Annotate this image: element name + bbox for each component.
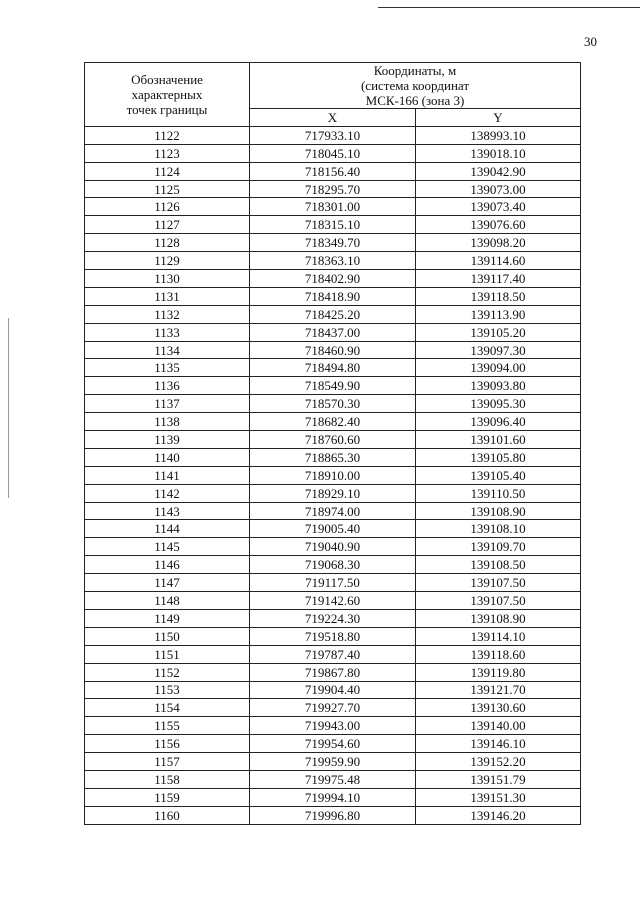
table-row [85,180,581,198]
table-row [85,753,581,771]
x-value-cell: 719224.30 [250,609,416,627]
point-id-cell: 1123 [85,144,250,162]
point-id-cell: 1159 [85,788,250,806]
point-id-cell: 1122 [85,126,250,144]
y-value-cell: 139105.20 [416,323,581,341]
top-rule [378,7,640,8]
x-value-cell: 718363.10 [250,252,416,270]
y-value-cell: 139108.10 [416,520,581,538]
table-row [85,234,581,252]
x-value-cell: 718315.10 [250,216,416,234]
point-id-cell: 1139 [85,431,250,449]
x-value-cell: 718494.80 [250,359,416,377]
y-value-cell: 139110.50 [416,484,581,502]
table-row [85,592,581,610]
y-value-cell: 139117.40 [416,270,581,288]
table-row [85,359,581,377]
point-id-cell: 1158 [85,770,250,788]
y-value-cell: 139073.40 [416,198,581,216]
x-value-cell: 718437.00 [250,323,416,341]
table-row [85,287,581,305]
point-id-cell: 1133 [85,323,250,341]
table-row [85,126,581,144]
y-value-cell: 139118.60 [416,645,581,663]
table-row [85,806,581,824]
table-row [85,520,581,538]
y-value-cell: 139095.30 [416,395,581,413]
table-row [85,538,581,556]
point-id-cell: 1154 [85,699,250,717]
table-row [85,717,581,735]
y-value-cell: 139107.50 [416,592,581,610]
x-value-cell: 719904.40 [250,681,416,699]
x-value-cell: 719117.50 [250,574,416,592]
x-value-cell: 719975.48 [250,770,416,788]
x-value-cell: 718045.10 [250,144,416,162]
x-value-cell: 718295.70 [250,180,416,198]
point-id-cell: 1145 [85,538,250,556]
x-value-cell: 718549.90 [250,377,416,395]
y-value-cell: 139105.80 [416,448,581,466]
x-value-cell: 718865.30 [250,448,416,466]
table-row [85,735,581,753]
table-row [85,556,581,574]
y-value-cell: 139151.30 [416,788,581,806]
table-row [85,323,581,341]
table-row [85,645,581,663]
table-row [85,699,581,717]
x-value-cell: 719943.00 [250,717,416,735]
page-number: 30 [584,34,597,49]
table-row [85,431,581,449]
point-id-cell: 1153 [85,681,250,699]
table-row [85,252,581,270]
table-body [85,126,581,824]
y-value-cell: 139018.10 [416,144,581,162]
x-value-cell: 719518.80 [250,627,416,645]
point-id-cell: 1125 [85,180,250,198]
x-value-cell: 719994.10 [250,788,416,806]
y-value-cell: 139109.70 [416,538,581,556]
point-id-cell: 1124 [85,162,250,180]
point-label-header: Обозначение характерных точек границы [85,63,250,127]
point-id-cell: 1129 [85,252,250,270]
table-row [85,270,581,288]
point-id-cell: 1149 [85,609,250,627]
y-value-cell: 139108.90 [416,609,581,627]
table-row [85,377,581,395]
point-id-cell: 1132 [85,305,250,323]
y-value-cell: 139146.20 [416,806,581,824]
table-row [85,413,581,431]
x-value-cell: 718929.10 [250,484,416,502]
y-value-cell: 138993.10 [416,126,581,144]
y-value-cell: 139096.40 [416,413,581,431]
table-row [85,770,581,788]
point-id-cell: 1138 [85,413,250,431]
y-value-cell: 139108.50 [416,556,581,574]
y-value-cell: 139121.70 [416,681,581,699]
y-value-cell: 139042.90 [416,162,581,180]
y-value-cell: 139114.60 [416,252,581,270]
x-value-cell: 719927.70 [250,699,416,717]
point-id-cell: 1150 [85,627,250,645]
table-row [85,448,581,466]
point-id-cell: 1128 [85,234,250,252]
y-value-cell: 139076.60 [416,216,581,234]
table-row [85,663,581,681]
table-row [85,216,581,234]
y-value-cell: 139113.90 [416,305,581,323]
y-value-cell: 139119.80 [416,663,581,681]
x-value-cell: 718974.00 [250,502,416,520]
y-value-cell: 139140.00 [416,717,581,735]
table-row [85,502,581,520]
point-id-cell: 1151 [85,645,250,663]
table-row [85,681,581,699]
y-value-cell: 139152.20 [416,753,581,771]
x-value-cell: 718402.90 [250,270,416,288]
scan-mark [8,318,9,498]
coordinates-table [84,62,581,825]
table-row [85,627,581,645]
table-row [85,466,581,484]
x-value-cell: 718349.70 [250,234,416,252]
y-value-cell: 139093.80 [416,377,581,395]
table-row [85,341,581,359]
table-row [85,144,581,162]
point-id-cell: 1144 [85,520,250,538]
y-value-cell: 139105.40 [416,466,581,484]
point-id-cell: 1146 [85,556,250,574]
coordinates-header: Координаты, м (система координат МСК-166 (зона 3) [250,63,581,109]
table-row [85,305,581,323]
x-column-header: X [250,109,416,127]
table-row [85,574,581,592]
point-id-cell: 1130 [85,270,250,288]
x-value-cell: 719142.60 [250,592,416,610]
point-id-cell: 1160 [85,806,250,824]
x-value-cell: 719005.40 [250,520,416,538]
y-value-cell: 139118.50 [416,287,581,305]
point-id-cell: 1148 [85,592,250,610]
y-value-cell: 139114.10 [416,627,581,645]
table-row [85,788,581,806]
y-value-cell: 139094.00 [416,359,581,377]
point-id-cell: 1155 [85,717,250,735]
y-value-cell: 139107.50 [416,574,581,592]
point-id-cell: 1156 [85,735,250,753]
y-column-header: Y [416,109,581,127]
point-id-cell: 1157 [85,753,250,771]
point-id-cell: 1137 [85,395,250,413]
point-id-cell: 1142 [85,484,250,502]
x-value-cell: 719959.90 [250,753,416,771]
x-value-cell: 718910.00 [250,466,416,484]
x-value-cell: 719787.40 [250,645,416,663]
x-value-cell: 718301.00 [250,198,416,216]
x-value-cell: 718570.30 [250,395,416,413]
y-value-cell: 139151.79 [416,770,581,788]
point-id-cell: 1131 [85,287,250,305]
table-row [85,198,581,216]
y-value-cell: 139101.60 [416,431,581,449]
x-value-cell: 719996.80 [250,806,416,824]
x-value-cell: 717933.10 [250,126,416,144]
x-value-cell: 719954.60 [250,735,416,753]
y-value-cell: 139098.20 [416,234,581,252]
point-id-cell: 1141 [85,466,250,484]
point-id-cell: 1134 [85,341,250,359]
table-row [85,395,581,413]
point-id-cell: 1126 [85,198,250,216]
table-row [85,609,581,627]
x-value-cell: 719867.80 [250,663,416,681]
point-id-cell: 1140 [85,448,250,466]
table-row [85,484,581,502]
x-value-cell: 718156.40 [250,162,416,180]
point-id-cell: 1135 [85,359,250,377]
point-id-cell: 1136 [85,377,250,395]
point-id-cell: 1127 [85,216,250,234]
x-value-cell: 718460.90 [250,341,416,359]
point-id-cell: 1147 [85,574,250,592]
y-value-cell: 139097.30 [416,341,581,359]
y-value-cell: 139146.10 [416,735,581,753]
y-value-cell: 139130.60 [416,699,581,717]
x-value-cell: 718760.60 [250,431,416,449]
x-value-cell: 719040.90 [250,538,416,556]
y-value-cell: 139108.90 [416,502,581,520]
y-value-cell: 139073.00 [416,180,581,198]
table-row [85,162,581,180]
x-value-cell: 718682.40 [250,413,416,431]
x-value-cell: 719068.30 [250,556,416,574]
x-value-cell: 718418.90 [250,287,416,305]
point-id-cell: 1152 [85,663,250,681]
x-value-cell: 718425.20 [250,305,416,323]
point-id-cell: 1143 [85,502,250,520]
